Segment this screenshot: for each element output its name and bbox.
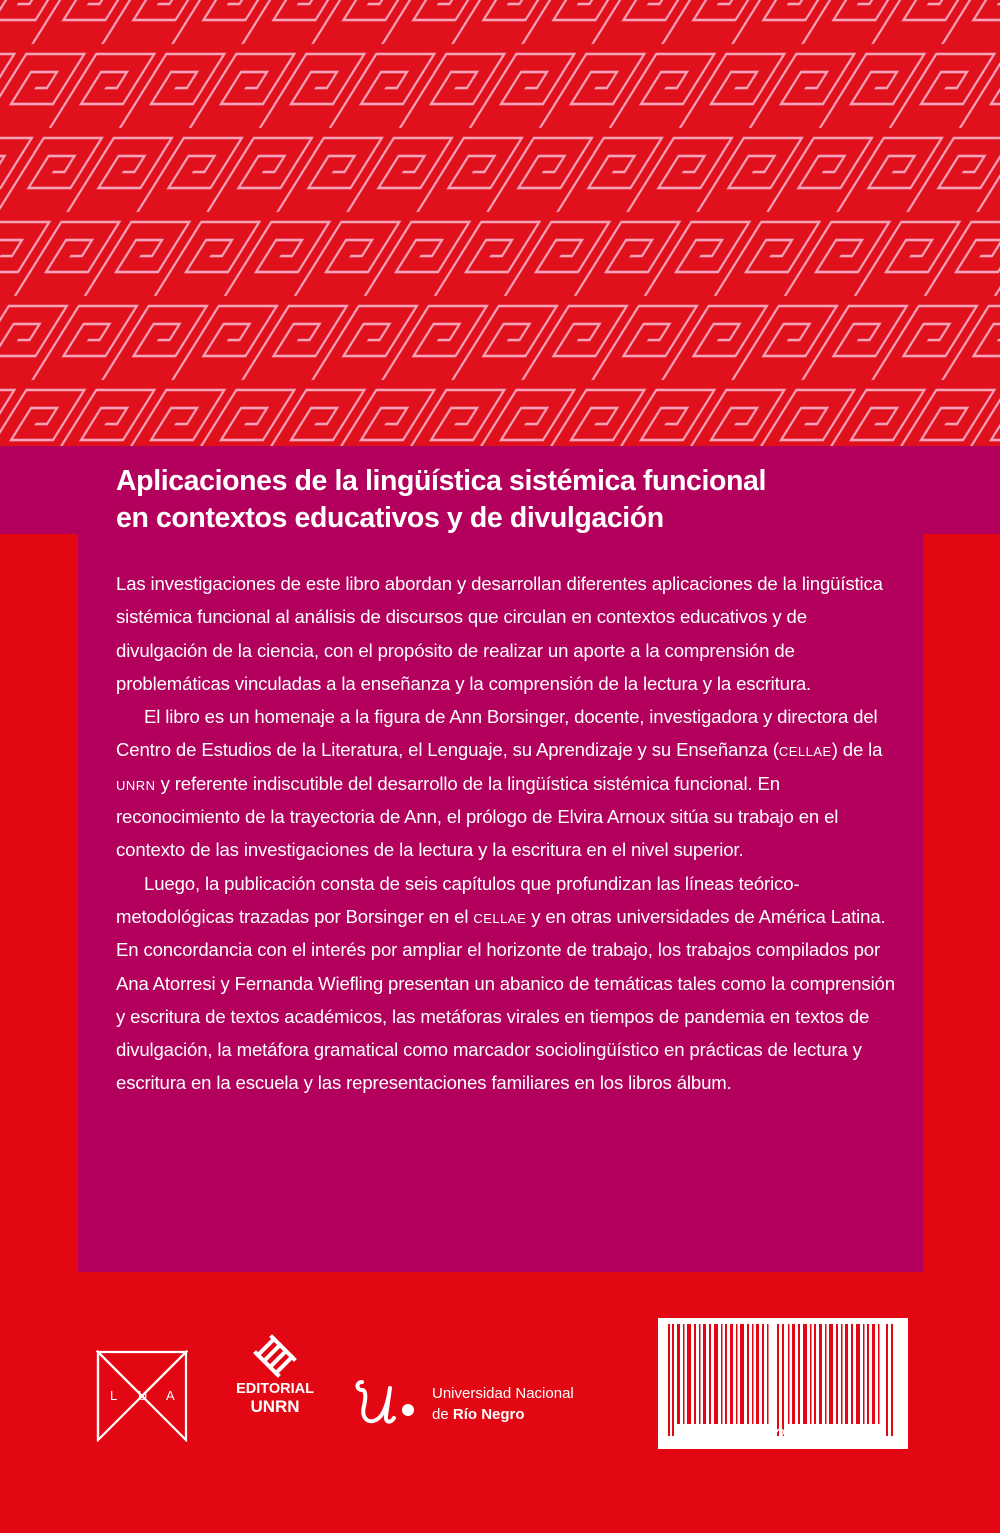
editorial-mark-icon [252,1333,298,1379]
title-line-1: Aplicaciones de la lingüística sistémica funcional [116,465,766,497]
university-line-1: Universidad Nacional [432,1385,574,1402]
book-title [116,463,896,537]
lua-letter-u: U [138,1388,148,1403]
university-u-icon [352,1372,420,1432]
greek-key-pattern [0,0,1000,446]
abbr-cellae-2: cellae [473,905,527,927]
lua-letter-l: L [110,1388,118,1403]
paragraph-2-part-a: El libro es un homenaje a la figura de Ann Borsinger, docente, investigadora y directora del Centro de Estudios de la Literatura, el Lenguaje, su Aprendizaje y su Enseñanza ( [116,706,878,761]
title-line-2: en contextos educativos y de divulgación [116,502,664,534]
abbr-cellae: cellae [778,739,832,761]
paragraph-2 [116,700,896,866]
editorial-label: EDITORIAL [236,1381,314,1397]
abbr-unrn: unrn [116,772,156,794]
cover-pattern [0,0,1000,446]
paragraph-1: Las investigaciones de este libro abordan y desarrollan diferentes aplicaciones de la lingüística sistémica funcional al análisis de discursos que circulan en contextos educativos y de divulgación de la ciencia, con el propósito de realizar un aporte a la comprensión de problemáticas vinculadas a la enseñanza y la comprensión de la lectura y la escritura. [116,573,883,694]
university-line-2-prefix: de [432,1406,453,1423]
paragraph-3 [116,867,896,1100]
editorial-unrn-logo [225,1333,325,1453]
paragraph-3-part-a: Luego, la publicación consta de seis capítulos que profundizan las líneas teórico-metodológicas trazadas por Borsinger en el [116,872,800,927]
lua-logo [96,1350,188,1442]
isbn-digits: 9 789878 258195 [658,1426,860,1447]
university-line-2-bold: Río Negro [452,1406,525,1423]
paragraph-2-part-c: y referente indiscutible del desarrollo de la lingüística sistémica funcional. En reconocimiento de la trayectoria de Ann, el prólogo de Elvira Arnoux sitúa su trabajo en el contexto de las investigaciones de la lectura y la escritura en el nivel superior. [116,772,839,861]
editorial-unrn-label: UNRN [250,1397,300,1416]
paragraph-3-part-b: y en otras universidades de América Latina. En concordancia con el interés por ampliar el horizonte de trabajo, los trabajos compilados por Ana Atorresi y Fernanda Wiefling presentan un abanico de temáticas tales como la comprensión y escritura de textos académicos, las metáforas virales en tiempos de pandemia en textos de divulgación, la metáfora gramatical como marcador sociolingüístico en prácticas de lectura y escritura en la escuela y las representaciones familiares en los libros álbum. [116,905,895,1094]
paragraph-2-part-b: ) de la [831,739,883,761]
university-name [432,1383,574,1425]
lua-letter-a: A [166,1388,175,1403]
synopsis-text [116,567,896,1100]
